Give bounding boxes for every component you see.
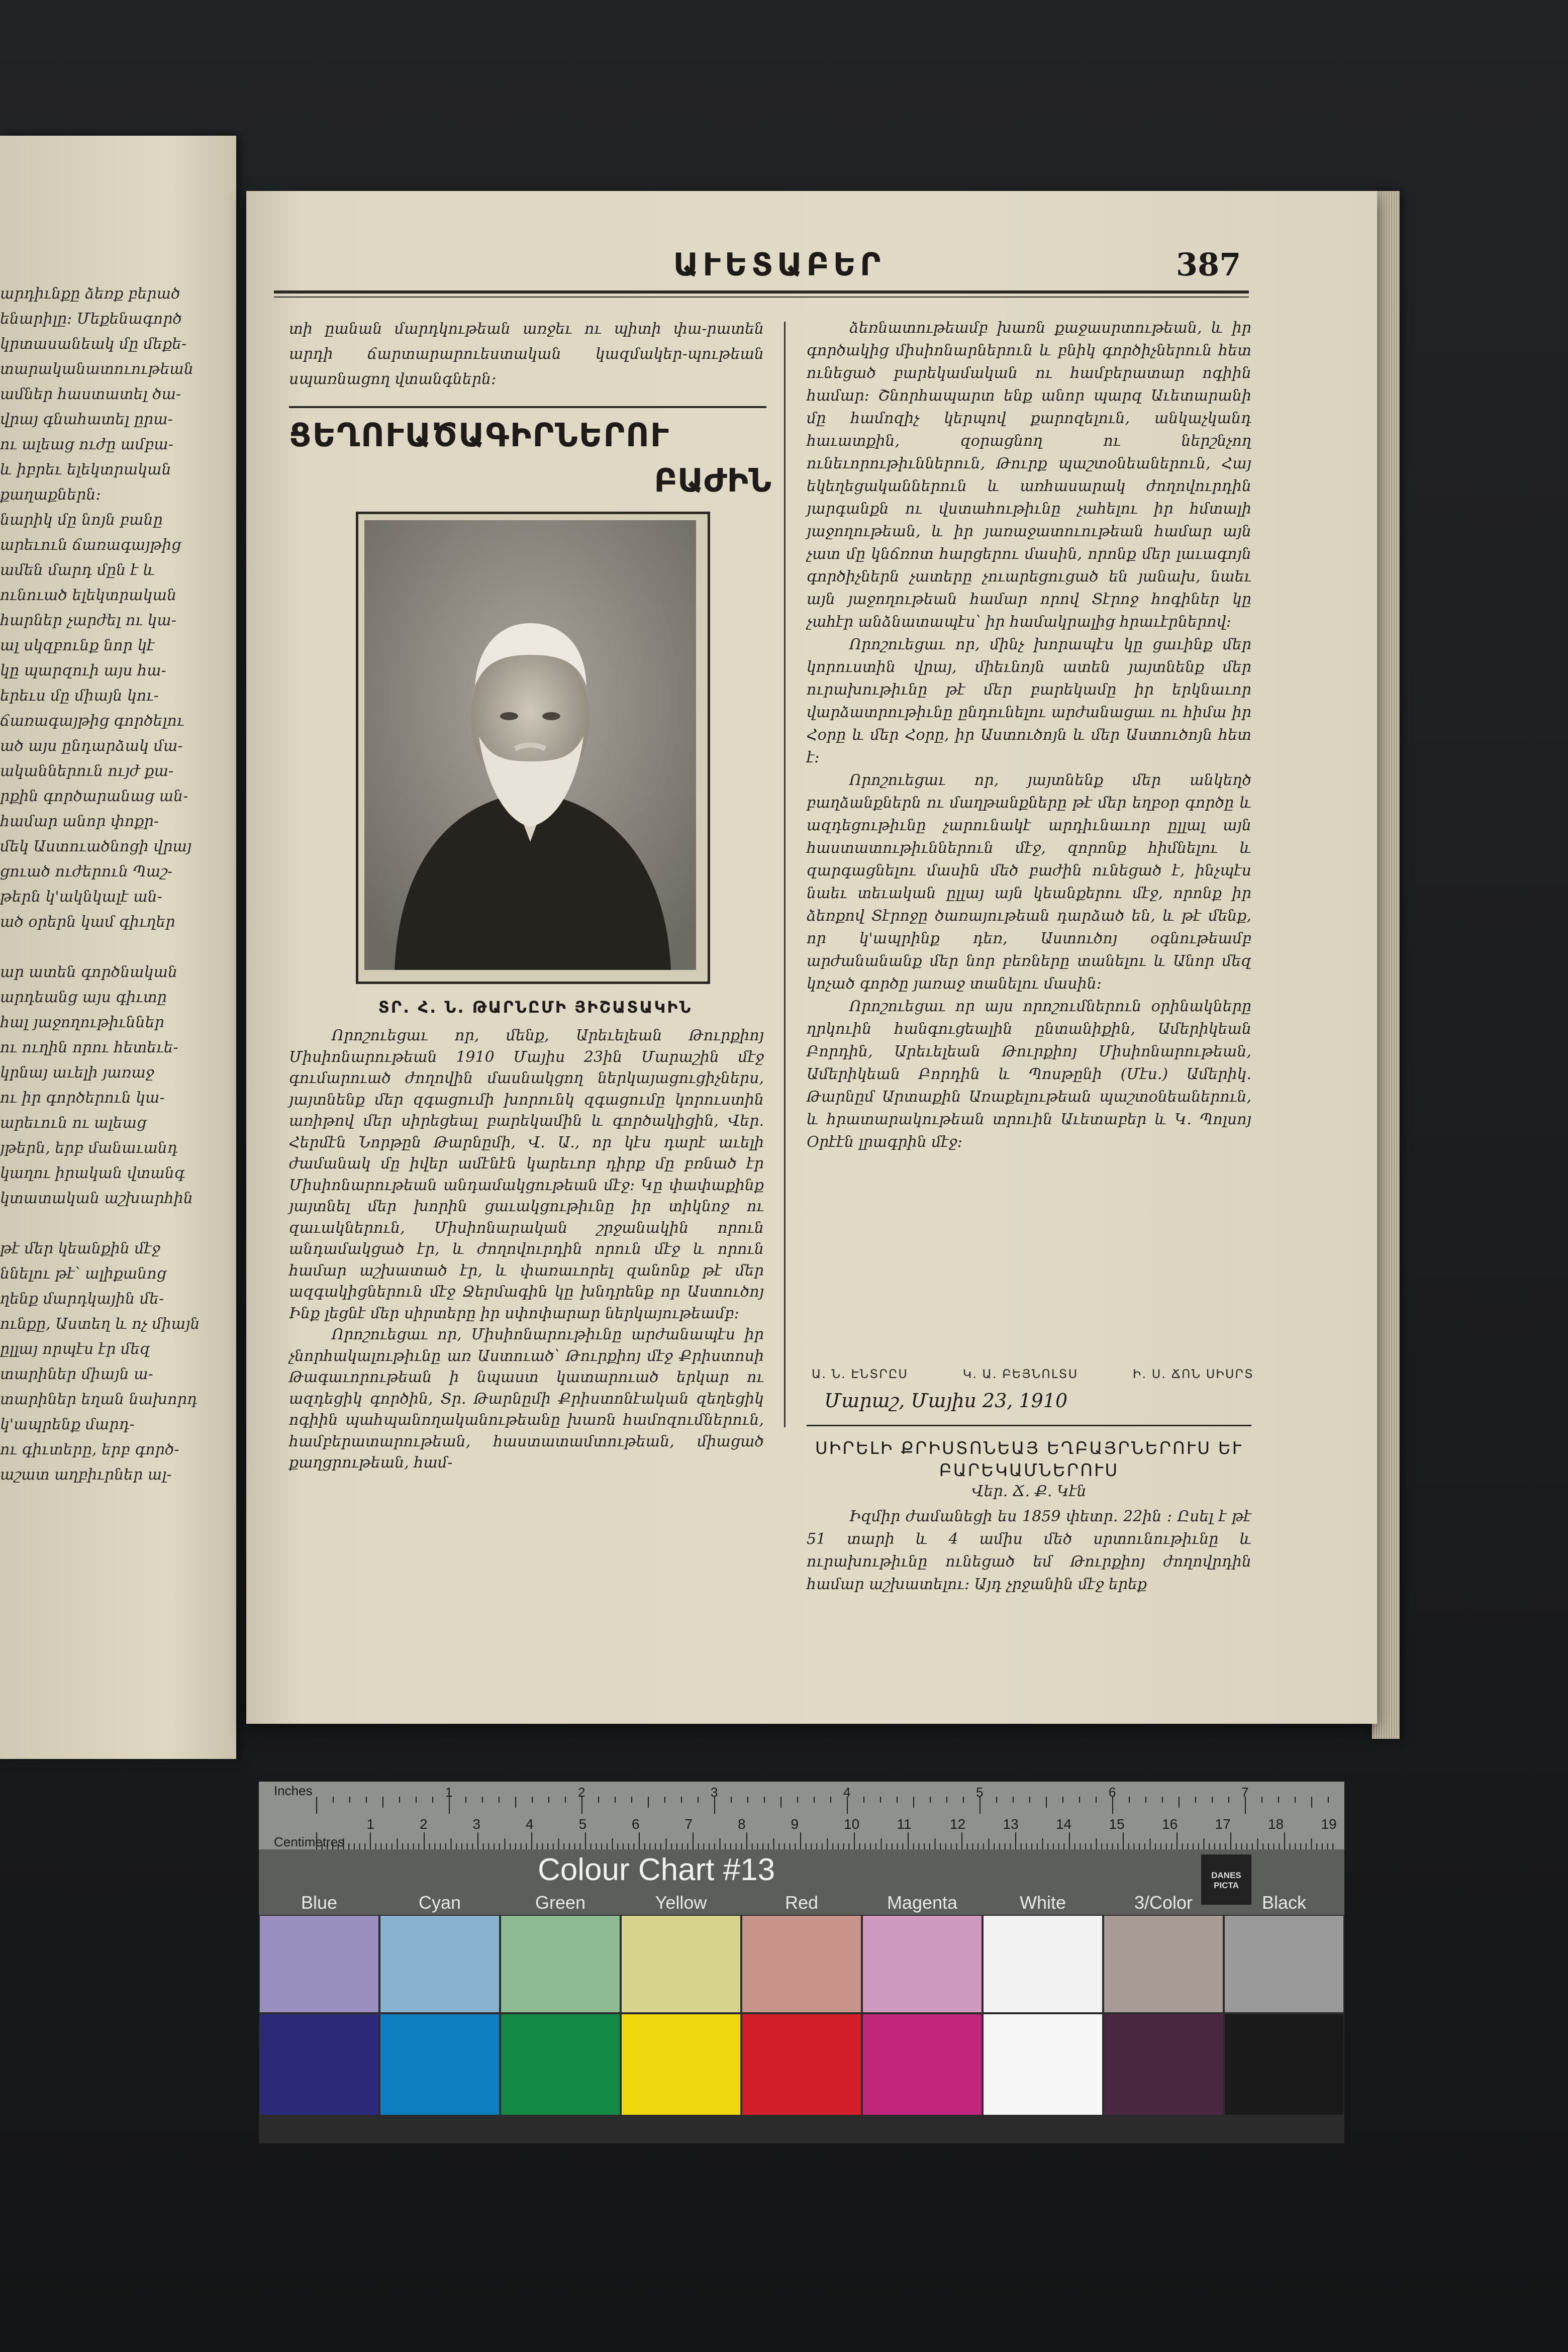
left-page-line: ամներ հաստատել ծա- bbox=[0, 385, 181, 403]
paragraph: ձեռնատութեամբ խառն քաջասրտութեան, և իր գործակից միսիոնարներուն և բնիկ գործիչներուն հետ ունեցած բարեկամական ու համբերատար ոգիին համար։ Շնորհապարտ ենք անոր պարզ Աւետարանի մը համոզիչ կերպով քարոզելուն, անկաչկանդ հաւատքին, զօրացնող ու ներշնչող ունեւորութիւններուն, Թուրք պաշտօնեաներուն, Հայ եկեղեցականներուն և առհասարակ ժողովուրդին յարգանքն ու վստահութիւնը չահելու իր հմտալի յաջողութեան, և իր յառաջատուութեան համար այն չատ մը կնճռոտ հարցերու մասին, որոնք մեր լաւագոյն գործիչներն չատերը չուարեցուցած են յանախ, նաեւ այն յաջողութեան համար որով Տէրոջ հոգիներ կը չահէր անձնատապէս՝ իր համակրալից հրաւէրներով։ bbox=[807, 319, 1251, 631]
paragraph: Որոշուեցաւ որ, յայտնենք մեր անկեղծ բաղձանքներն ու մաղթանքները թէ մեր եղբօր գործը և ազդեցութիւնը չարունակէ արդիւնաւոր ըլլալ այն հաստատութիւններուն մէջ, զորոնք հիմնելու և զարգացնելու մասին մեծ բաժին ունեցած է, ինչպէս նաեւ տեւական ըլլայ այն կեանքերու մէջ, որոնք իր ձեռքով Տէրոջը ծառայութեան դարձած են, և թէ մենք, որ կ'ապրինք դեռ, Աստուծոյ օգնութեամբ արժանանանք մեր նոր բեռները տանելու և Անոր մեզ կոչած գործը յառաջ տանելու մասին։ bbox=[807, 771, 1251, 993]
swatch-light bbox=[742, 1916, 861, 2012]
left-page-line: ըլլայ որպէս էր մեզ bbox=[0, 1340, 150, 1358]
section-title: ՑԵՂՈՒԱԾԱԳԻՐՆԵՐՈՒ bbox=[289, 417, 670, 454]
left-page-line: ունուած ելեկտրական bbox=[0, 586, 177, 604]
left-page-line: համար անոր փոքր- bbox=[0, 813, 159, 830]
left-page-line: ցուած ուժերուն Պաշ- bbox=[0, 863, 173, 880]
inch-label: 2 bbox=[578, 1785, 585, 1800]
article2-body bbox=[807, 1505, 1251, 1596]
swatch-light bbox=[622, 1916, 740, 2012]
signer-name: Ի. Ս. ՃՈՆ ՍԻՍՐՏ bbox=[1132, 1367, 1254, 1381]
swatch-light bbox=[380, 1916, 499, 2012]
left-page-line: տարիներ միայն ա- bbox=[0, 1365, 153, 1383]
left-page-line: րքին գործարանաց ան- bbox=[0, 788, 188, 805]
left-page-line: կտատական աշխարհին bbox=[0, 1190, 193, 1207]
left-page-line: ամեն մարդ մըն է և bbox=[0, 561, 155, 579]
left-page-line: ղենք մարդկային մե- bbox=[0, 1290, 164, 1308]
left-page-line: կը պարզուի այս հա- bbox=[0, 662, 166, 679]
signatories bbox=[812, 1367, 1254, 1381]
cm-label: 5 bbox=[578, 1816, 587, 1832]
paragraph: Որոշուեցաւ որ, Միսիոնարութիւնը արժանապէս իր չնորհակալութիւնը առ Աստուած՝ Թուրքիոյ մէջ Քրիստոսի Թագաւորութեան ի նպաստ կատարուած երկար ու ազդեցիկ գործին, Տր. Թարնըմի Քրիստոնէական զեղեցիկ ոգիին պահպանողականութեանը խառն համոզումներուն, համբերատարութեան, հաստատամտութեան, միացած քաղցրութեան, համ- bbox=[289, 1326, 764, 1472]
article-rule bbox=[807, 1425, 1251, 1426]
ruler-unit-inches: Inches bbox=[274, 1783, 313, 1798]
left-page-line: ած օրերն կամ գիւղեր bbox=[0, 913, 175, 931]
cm-label: 1 bbox=[366, 1816, 375, 1832]
left-page-line: ննելու թէ՝ ալիքանոց bbox=[0, 1265, 167, 1283]
running-head: ԱՒԵՏԱԲԵՐ bbox=[673, 246, 885, 283]
inch-label: 3 bbox=[711, 1785, 718, 1800]
left-page-line: ունքը, Աստեղ և ոչ միայն bbox=[0, 1315, 200, 1333]
left-page-line: կրնայ աւելի յառաջ bbox=[0, 1064, 154, 1082]
swatch-light bbox=[1104, 1916, 1223, 2012]
left-page-line: վրայ գնահատել ըրա- bbox=[0, 411, 173, 428]
left-page-line: հալ յաջողութիւններ bbox=[0, 1014, 164, 1031]
left-page-line: տարականատուութեան bbox=[0, 360, 193, 378]
article2-title-line: ՍԻՐԵԼԻ ՔՐԻՍՏՈՆԵԱՅ ԵՂԲԱՅՐՆԵՐՈՒՍ ԵՒ bbox=[815, 1438, 1243, 1458]
left-page-line: ու ուղին որու հետեւե- bbox=[0, 1039, 178, 1056]
left-page-line: ած այս ընդարձակ մա- bbox=[0, 737, 183, 755]
resolution-text-col1 bbox=[289, 1025, 764, 1474]
left-page-line: թէ մեր կեանքին մէջ bbox=[0, 1240, 160, 1257]
resolution-text-col2 bbox=[807, 317, 1251, 1153]
left-page-line bbox=[0, 1211, 226, 1236]
inch-label: 1 bbox=[445, 1785, 453, 1800]
left-page-line: ու իր գործերուն կա- bbox=[0, 1089, 165, 1107]
inch-label: 8 bbox=[1374, 1785, 1382, 1800]
left-page-line: ալ սկզբունք նոր կէ bbox=[0, 637, 155, 654]
inch-label: 6 bbox=[1109, 1785, 1116, 1800]
left-page-line: արեւուն ճառագայթից bbox=[0, 536, 181, 554]
swatch-saturated bbox=[984, 2014, 1102, 2115]
portrait-caption: ՏՐ. Հ. Ն. ԹԱՐՆԸՄԻ ՅԻՇԱՏԱԿԻՆ bbox=[378, 998, 693, 1017]
swatch-label: White bbox=[1019, 1892, 1066, 1913]
swatch-label: Cyan bbox=[418, 1892, 461, 1913]
cm-label: 16 bbox=[1162, 1816, 1178, 1832]
paragraph: Իզմիր ժամանեցի ես 1859 փետր. 22ին ։ Ըսել է թէ 51 տարի և 4 ամիս մեծ սրտունութիւնը և ուրախութիւնը ունեցած եմ Թուրքիոյ ժողովրդին համար աշխատելու։ Այդ չրջանին մէջ երեք bbox=[807, 1508, 1251, 1593]
logo-text: DANES bbox=[1211, 1871, 1241, 1880]
header-rule bbox=[274, 290, 1249, 293]
swatch-label: Black bbox=[1261, 1892, 1307, 1913]
article2-title bbox=[807, 1437, 1251, 1482]
signer-name: Կ. Ա. ԲԵՅՆՈԼՏՍ bbox=[962, 1367, 1079, 1381]
swatch-label: Blue bbox=[301, 1892, 338, 1913]
left-page-line: մեկ Աստուածնոցի վրայ bbox=[0, 838, 192, 855]
left-page-fragment bbox=[0, 136, 236, 1759]
ruler-unit-cm: Centimetres bbox=[274, 1834, 345, 1849]
cm-label: 11 bbox=[897, 1816, 912, 1832]
cm-label: 7 bbox=[684, 1816, 693, 1832]
left-page-line: ականներուն ույժ քա- bbox=[0, 762, 174, 780]
swatch-label: Red bbox=[785, 1892, 819, 1913]
left-page-line: ու գիւտերը, երբ գործ- bbox=[0, 1441, 179, 1458]
swatch-label: Magenta bbox=[887, 1892, 958, 1913]
swatch-label: Green bbox=[535, 1892, 586, 1913]
paragraph: Որոշուեցաւ որ, մենք, Արեւելեան Թուրքիոյ Միսիոնարութեան 1910 Մայիս 23ին Մարաշին մէջ գումարուած ժողովին մասնակցող ներկայացուցիչներս, յայտնենք մեր զգացումի խորունկ զգացումը կորուստին առիթով մեր սիրեցեալ բարեկամին և գործակիցին, Վեր. Հերմէն Նորթըն Թարնըմի, Վ. Ա., որ կէս դարէ աւելի ժամանակ մը իվեր ամէնէն կարեւոր դիրք մը բռնած էր Միսիոնարութեան անդամակցութեան մէջ։ Կը փափաքինք յայտնել մեր խորին ցաւակցութիւնը իր տիկնոջ ու զաւակներուն, Միսիոնարական շրջանակին որուն անդամակցած էր, և ժողովուրդին որուն մէջ և որուն համար աշխատած էր, և փառաւորել զանոնք թէ մեր ազգակիցներուն մէջ Ջերմագին կը խնդրենք որ Աստուծոյ Ինք լեցնէ մեր սիրտերը իր սփոփարար ներկայութեամբ։ bbox=[289, 1027, 764, 1322]
cm-label: 8 bbox=[738, 1816, 746, 1832]
swatch-light bbox=[1225, 1916, 1343, 2012]
left-page-line: ճառագայթից գործելու bbox=[0, 712, 184, 730]
swatch-saturated bbox=[260, 2014, 378, 2115]
ruler-ticks bbox=[259, 1782, 1382, 1849]
page-number: 387 bbox=[1176, 246, 1241, 283]
cm-label: 17 bbox=[1215, 1816, 1231, 1832]
paragraph: Որոշուեցաւ որ, մինչ խորապէս կը ցաւինք մեր կորուստին վրայ, միեւնոյն ատեն յայտնենք մեր ուրախութիւնը թէ մեր բարեկամը իր երկնաւոր վարձատրութիւնը ընդունելու արժանացաւ ու հիմա իր Հօրը և մեր Հօրը, իր Աստուծոյն և մեր Աստուծոյն հետ է։ bbox=[807, 636, 1251, 766]
article2-byline: Վեր. Ճ. Ք. Կէն bbox=[971, 1483, 1087, 1500]
cm-label: 18 bbox=[1268, 1816, 1284, 1832]
left-page-line: քաղաքներն։ bbox=[0, 486, 101, 504]
cm-label: 15 bbox=[1109, 1816, 1125, 1832]
swatch-saturated bbox=[380, 2014, 499, 2115]
portrait-photo bbox=[364, 520, 696, 970]
swatch-light bbox=[501, 1916, 620, 2012]
swatch-light bbox=[863, 1916, 982, 2012]
left-page-line: արդեանց այս գիւտը bbox=[0, 989, 167, 1006]
cm-label: 13 bbox=[1003, 1816, 1019, 1832]
cm-label: 19 bbox=[1321, 1816, 1337, 1832]
swatch-label: Yellow bbox=[655, 1892, 707, 1913]
left-page-line: թերն կ'ակնկալէ ան- bbox=[0, 888, 162, 906]
left-page-line: հարներ չարժել ու կա- bbox=[0, 612, 176, 629]
left-page-line: երեւս մը միայն կու- bbox=[0, 687, 159, 705]
swatch-saturated bbox=[501, 2014, 620, 2115]
cm-label: 6 bbox=[632, 1816, 640, 1832]
column-divider bbox=[784, 322, 786, 1427]
swatch-light bbox=[984, 1916, 1102, 2012]
inch-label: 7 bbox=[1241, 1785, 1249, 1800]
header-rule-thin bbox=[274, 297, 1249, 298]
cm-label: 12 bbox=[950, 1816, 966, 1832]
left-page-line: ու ալեաց ուժը ամբա- bbox=[0, 436, 173, 453]
left-page-line: ենարիլը։ Մեքենագործ bbox=[0, 310, 182, 328]
paragraph: Որոշուեցաւ որ այս որոշումներուն օրինակները ղրկուին հանգուցեալին ընտանիքին, Ամերիկեան Բորդին, Արեւելեան Թուրքիոյ Միսիոնարութեան, Ամերիկեան Բորդին և Պոսթընի (Մէս.) Ամերիկ. Թարնըմ Արտաքին Առաքելութեան պաշտօնեաներուն, և հրատարակութեան տրուին Աւետաբեր և Կ. Պոլսոյ Օրէէն լրագրին մէջ։ bbox=[807, 998, 1251, 1151]
left-page-line bbox=[0, 935, 226, 960]
swatch-light bbox=[260, 1916, 378, 2012]
left-page-line: տարիներ եղան նախորդ bbox=[0, 1391, 198, 1408]
cm-label: 9 bbox=[791, 1816, 799, 1832]
cm-label: 2 bbox=[420, 1816, 428, 1832]
left-page-line: աշատ աղբիւրներ ալ- bbox=[0, 1466, 172, 1484]
swatch-saturated bbox=[863, 2014, 982, 2115]
left-page-line: կաղու իրական վտանգ bbox=[0, 1164, 185, 1182]
left-page-line: արդիւնքը ձեռք բերած bbox=[0, 285, 180, 303]
cm-label: 14 bbox=[1056, 1816, 1072, 1832]
cm-label: 4 bbox=[526, 1816, 534, 1832]
logo-text: PICTA bbox=[1214, 1881, 1239, 1890]
swatch-label: 3/Color bbox=[1134, 1892, 1193, 1913]
left-page-line: և իբրեւ ելեկտրական bbox=[0, 461, 171, 478]
signer-name: Ա. Ն. ԷՆՏՐԸՍ bbox=[812, 1367, 908, 1381]
cm-label: 3 bbox=[472, 1816, 481, 1832]
left-page-text bbox=[0, 281, 226, 1488]
ruler bbox=[259, 1782, 1382, 1849]
cm-label: 10 bbox=[844, 1816, 860, 1832]
date-line: Մարաշ, Մայիս 23, 1910 bbox=[824, 1390, 1068, 1412]
swatch-saturated bbox=[1104, 2014, 1223, 2115]
swatch-saturated bbox=[1225, 2014, 1343, 2115]
left-page-line: արեւուն ու ալեաց bbox=[0, 1114, 147, 1132]
inch-label: 4 bbox=[843, 1785, 851, 1800]
section-subtitle: ԲԱԺԻՆ bbox=[654, 462, 771, 500]
left-page-line: նարիկ մը նոյն բանը bbox=[0, 511, 163, 529]
left-page-line: յթերն, երբ մանաւանդ bbox=[0, 1139, 178, 1157]
swatch-saturated bbox=[742, 2014, 861, 2115]
swatch-saturated bbox=[622, 2014, 740, 2115]
chart-title: Colour Chart #13 bbox=[538, 1852, 775, 1887]
inch-label: 5 bbox=[976, 1785, 984, 1800]
left-page-line: կրտասանեակ մը մեքե- bbox=[0, 335, 187, 353]
left-page-line: կ'ապրենք մարդ- bbox=[0, 1416, 135, 1433]
section-rule bbox=[289, 406, 766, 408]
intro-paragraph: տի ըանան մարդկութեան առջեւ ու պիտի փա-րատեն արդի ճարտարարուեստական կազմակեր-պութեան սպառնացող վտանգներն։ bbox=[289, 320, 764, 388]
left-page-line: ար ատեն գործնական bbox=[0, 963, 178, 981]
article2-title-line: ԲԱՐԵԿԱՄՆԵՐՈՒՍ bbox=[939, 1460, 1119, 1481]
